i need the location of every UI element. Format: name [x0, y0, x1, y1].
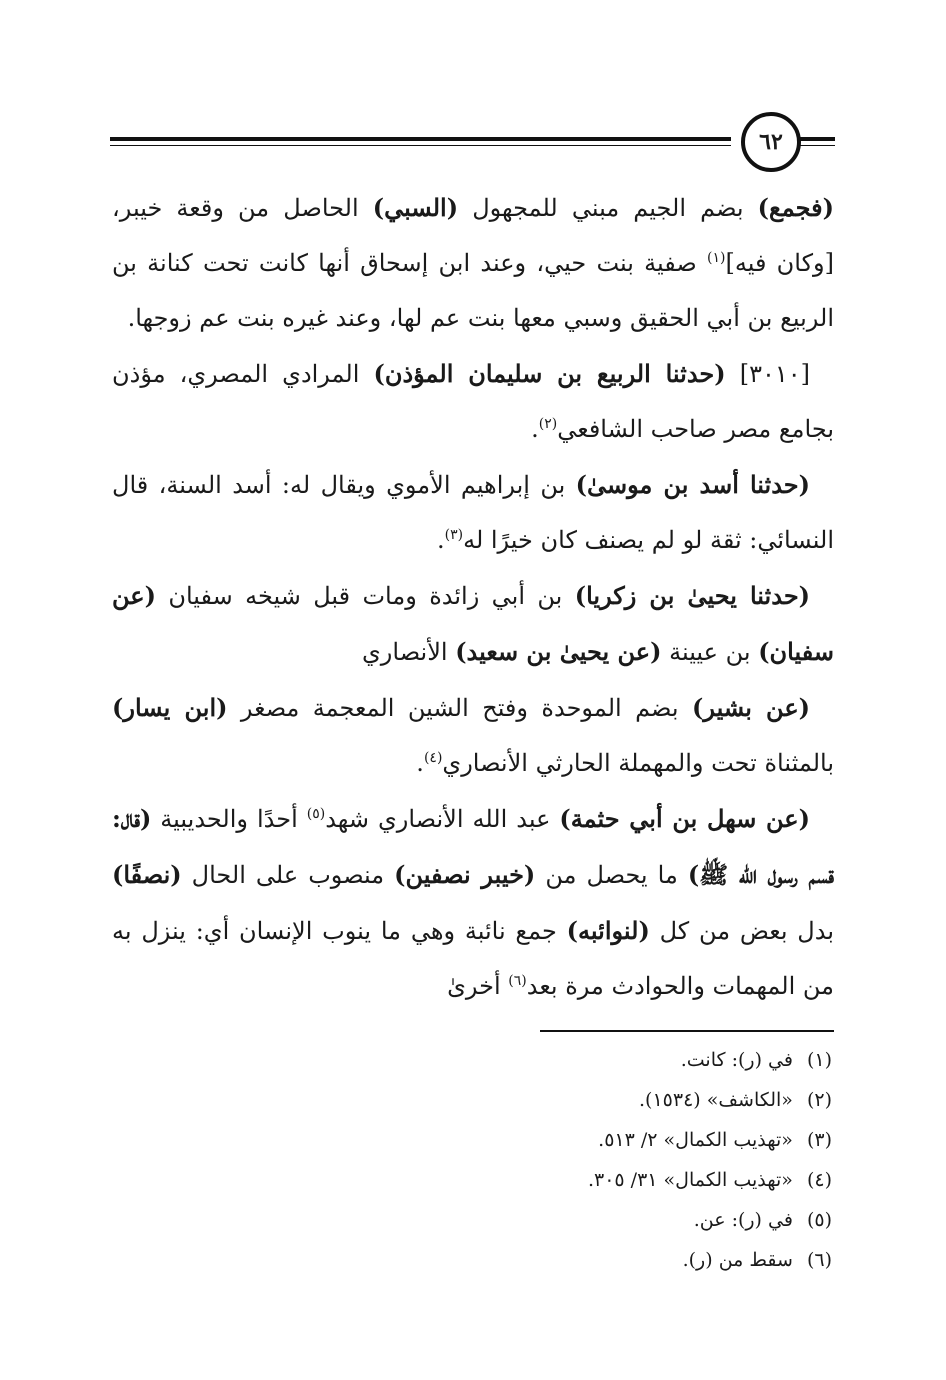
body-text: [112, 180, 834, 1014]
footnote-text: «تهذيب الكمال» ٣١/ ٣٠٥.: [587, 1169, 793, 1191]
bold-term: (لنوائبه): [566, 916, 650, 945]
header-rule-stub-thin: [799, 145, 835, 146]
paragraph-3: [112, 457, 834, 568]
bold-term: (خيبر نصفين): [394, 860, 536, 889]
text-run: بالمثناة تحت والمهملة الحارثي الأنصاري: [442, 749, 834, 777]
page-number: ٦٢: [759, 129, 783, 155]
bold-term: (عن بشير): [691, 693, 811, 722]
footnotes: [400, 1040, 832, 1280]
text-run: المرادي المصري، مؤذن بجامع مصر صاحب الشافعي: [112, 360, 834, 443]
footnote-ref[interactable]: (٣): [444, 527, 464, 543]
footnote-3: [400, 1120, 832, 1160]
bold-term: (فجمع): [757, 193, 834, 222]
footnote-ref[interactable]: (٥): [306, 806, 326, 822]
bold-term: (نصفًا): [112, 860, 182, 889]
bold-term: (عن سهل بن أبي حثمة): [559, 804, 810, 833]
footnote-4: [400, 1160, 832, 1200]
text-run: أخرىٰ: [447, 972, 509, 1000]
text-run: بن عيينة: [661, 638, 759, 666]
paragraph-1: [112, 180, 834, 346]
paragraph-2: [112, 346, 834, 457]
footnote-number: (٥): [806, 1209, 832, 1231]
text-run: منصوب على الحال: [181, 861, 395, 889]
footnote-ref[interactable]: (١): [707, 250, 726, 266]
bold-term: (حدثنا الربيع بن سليمان المؤذن): [373, 359, 726, 388]
page-number-ring: [741, 112, 801, 172]
bold-term: (السبي): [372, 193, 459, 222]
text-run: ما يحصل من: [535, 861, 688, 889]
header-rule-thick: [110, 137, 731, 141]
footnote-text: في (ر): كانت.: [680, 1049, 793, 1071]
footnote-text: «تهذيب الكمال» ٢/ ٥١٣.: [598, 1129, 793, 1151]
bold-term: (حدثنا يحيىٰ بن زكريا): [574, 581, 811, 610]
bold-term: (عن سفيان): [112, 581, 834, 666]
footnote-number: (٣): [806, 1129, 832, 1151]
paragraph-6: [112, 791, 834, 1014]
text-run: الأنصاري: [362, 638, 456, 666]
hadith-number: [٣٠١٠]: [725, 360, 811, 388]
footnote-ref[interactable]: (٦): [508, 973, 527, 989]
footnote-number: (١): [806, 1049, 832, 1071]
footnote-number: (٦): [806, 1249, 832, 1271]
text-run: بضم الموحدة وفتح الشين المعجمة مصغر: [227, 694, 692, 722]
text-run: الحاصل من وقعة خيبر، [وكان فيه]: [112, 194, 834, 277]
bold-term: (عن يحيىٰ بن سعيد): [455, 637, 662, 666]
bold-term: (قال: قسم رسول الله ﷺ): [112, 804, 834, 889]
footnote-text: في (ر): عن.: [693, 1209, 793, 1231]
paragraph-4: [112, 568, 834, 680]
page-header: [110, 112, 835, 174]
text-run: .: [531, 415, 539, 443]
header-rule-stub: [799, 137, 835, 141]
footnote-5: [400, 1200, 832, 1240]
text-run: بدل بعض من كل: [649, 917, 835, 945]
bold-term: (ابن يسار): [112, 693, 228, 722]
text-run: بضم الجيم مبني للمجهول: [458, 194, 758, 222]
header-rule-thin: [110, 145, 731, 146]
bold-term: (حدثنا أسد بن موسىٰ): [575, 470, 810, 499]
text-run: جمع نائبة وهي ما ينوب الإنسان أي: ينزل به من المهمات والحوادث مرة بعد: [112, 917, 834, 1000]
footnote-ref[interactable]: (٤): [423, 750, 443, 766]
footnote-2: [400, 1080, 832, 1120]
text-run: .: [436, 526, 445, 554]
text-run: أحدًا والحديبية: [151, 805, 307, 833]
footnote-number: (٢): [806, 1089, 832, 1111]
text-run: عبد الله الأنصاري شهد: [325, 805, 560, 833]
text-run: .: [416, 749, 424, 777]
footnote-1: [400, 1040, 832, 1080]
footnote-number: (٤): [806, 1169, 832, 1191]
footnote-text: سقط من (ر).: [682, 1249, 793, 1271]
paragraph-5: [112, 680, 834, 791]
text-run: بن أبي زائدة ومات قبل شيخه سفيان: [155, 582, 575, 610]
footnote-6: [400, 1240, 832, 1280]
text-run: صفية بنت حيي، وعند ابن إسحاق أنها كانت تحت كنانة بن الربيع بن أبي الحقيق وسبي معها بنت عم لها، وعند غيره بنت عم زوجها.: [112, 249, 834, 332]
footnote-text: «الكاشف» (١٥٣٤).: [639, 1089, 793, 1111]
text-run: بن إبراهيم الأموي ويقال له: أسد السنة، قال النسائي: ثقة لو لم يصنف كان خيرًا له: [112, 471, 834, 554]
footnote-separator: [540, 1030, 834, 1032]
footnote-ref[interactable]: (٢): [538, 416, 558, 432]
